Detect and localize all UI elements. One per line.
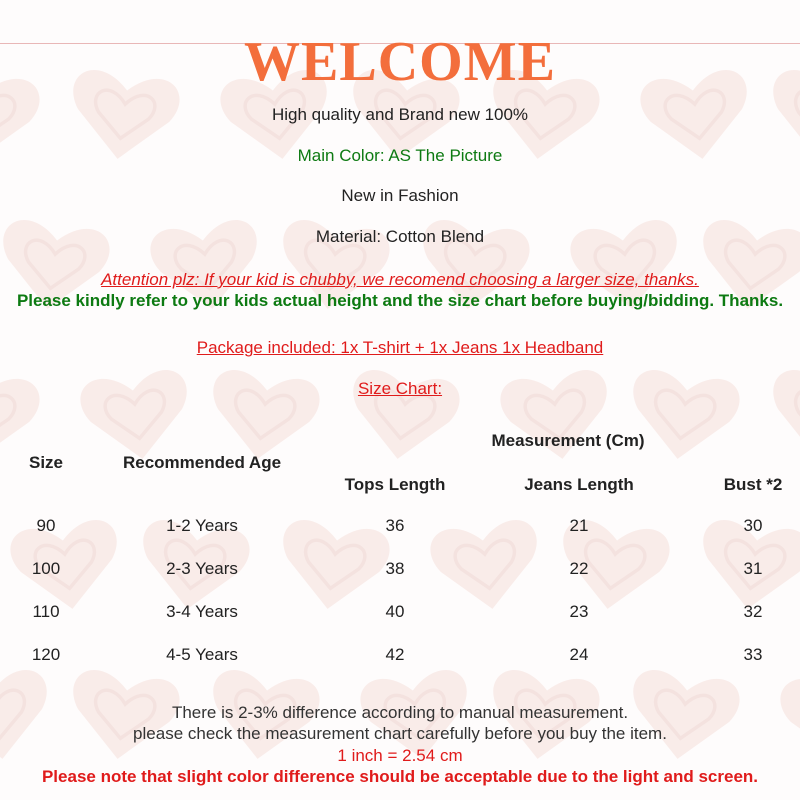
cell-size: 100 xyxy=(31,559,61,578)
package-line: Package included: 1x T-shirt + 1x Jeans 1x Headband xyxy=(196,338,604,357)
header-jeans-length: Jeans Length xyxy=(524,475,634,494)
fashion-line: New in Fashion xyxy=(341,186,459,205)
cell-bust: 32 xyxy=(743,602,763,621)
difference-note: There is 2-3% difference according to manual measurement. xyxy=(171,703,629,722)
material-line: Material: Cotton Blend xyxy=(315,227,485,246)
welcome-title: WELCOME xyxy=(244,31,556,93)
cell-jeans: 21 xyxy=(569,516,589,535)
cell-bust: 33 xyxy=(743,645,763,664)
check-note: please check the measurement chart carefully before you buy the item. xyxy=(133,724,667,743)
attention-line: Attention plz: If your kid is chubby, we recomend choosing a larger size, thanks. xyxy=(101,270,699,289)
cell-size: 110 xyxy=(32,602,60,621)
cell-age: 1-2 Years xyxy=(166,516,238,535)
size-chart-label: Size Chart: xyxy=(357,379,443,398)
cell-age: 4-5 Years xyxy=(166,645,238,664)
header-age: Recommended Age xyxy=(122,453,282,472)
cell-jeans: 23 xyxy=(569,602,589,621)
cell-bust: 30 xyxy=(743,516,763,535)
cell-jeans: 22 xyxy=(569,559,589,578)
cell-tops: 42 xyxy=(385,645,405,664)
cell-jeans: 24 xyxy=(569,645,589,664)
refer-line: Please kindly refer to your kids actual height and the size chart before buying/bidding. Thanks. xyxy=(16,291,784,310)
header-bust: Bust *2 xyxy=(723,475,783,494)
cell-age: 2-3 Years xyxy=(166,559,238,578)
header-tops-length: Tops Length xyxy=(344,475,446,494)
cell-age: 3-4 Years xyxy=(166,602,238,621)
color-note: Please note that slight color difference should be acceptable due to the light and screen. xyxy=(41,767,759,786)
cell-size: 90 xyxy=(36,516,56,535)
inch-conversion: 1 inch = 2.54 cm xyxy=(337,746,463,765)
header-size: Size xyxy=(28,453,64,472)
cell-bust: 31 xyxy=(743,559,763,578)
measurement-header: Measurement (Cm) xyxy=(491,431,645,450)
main-color-line: Main Color: AS The Picture xyxy=(297,146,503,165)
cell-tops: 36 xyxy=(385,516,405,535)
quality-line: High quality and Brand new 100% xyxy=(271,105,529,124)
cell-tops: 40 xyxy=(385,602,405,621)
cell-size: 120 xyxy=(31,645,61,664)
cell-tops: 38 xyxy=(385,559,405,578)
